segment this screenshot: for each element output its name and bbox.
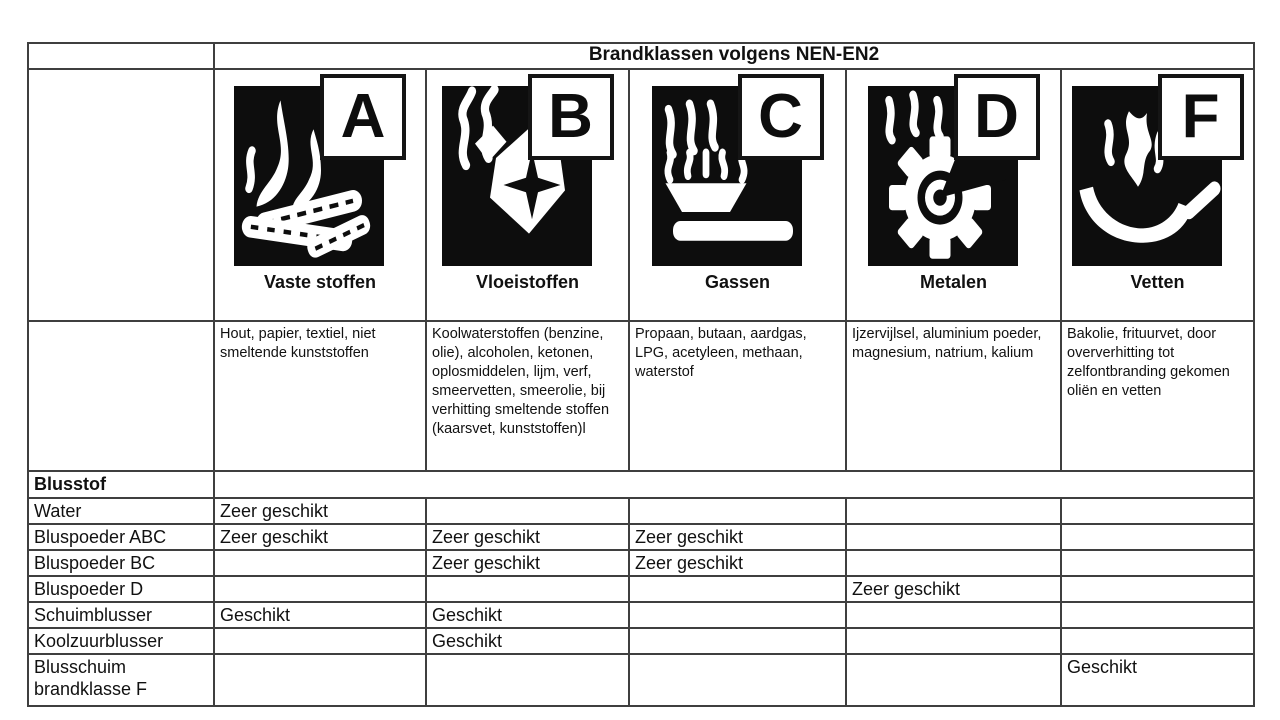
rating-cell: Zeer geschikt (846, 576, 1061, 602)
class-name-label: Vloeistoffen (475, 272, 579, 292)
agent-name: Water (28, 498, 214, 524)
class-c-description: Propaan, butaan, aardgas, LPG, acetyleen, methaan, waterstof (629, 321, 846, 471)
empty-cell (214, 471, 1254, 498)
pictogram-row (28, 69, 1254, 321)
rating-cell (1061, 498, 1254, 524)
section-header: Blusstof (28, 471, 214, 498)
class-letter: D (974, 82, 1019, 151)
class-letter: C (758, 82, 803, 151)
class-name-label: Vaste stoffen (263, 272, 377, 292)
rating-cell (1061, 576, 1254, 602)
rating-cell (1061, 602, 1254, 628)
class-letter-badge (320, 74, 406, 160)
agent-name: Blusschuim brandklasse F (28, 654, 214, 706)
fire-class-table (27, 42, 1255, 707)
class-d-cell (846, 69, 1061, 321)
class-name-label: Gassen (704, 272, 771, 292)
rating-cell (1061, 550, 1254, 576)
empty-cell (28, 321, 214, 471)
rating-cell (426, 654, 629, 706)
table-row (28, 524, 1254, 550)
rating-cell (629, 498, 846, 524)
class-c-pictogram (652, 74, 824, 266)
rating-cell (214, 576, 426, 602)
agent-name: Schuimblusser (28, 602, 214, 628)
class-d-description: Ijzervijlsel, aluminium poeder, magnesium, natrium, kalium (846, 321, 1061, 471)
rating-cell (629, 628, 846, 654)
table-row (28, 602, 1254, 628)
empty-corner-cell (28, 43, 214, 69)
class-a-pictogram (234, 74, 406, 266)
class-f-cell (1061, 69, 1254, 321)
class-b-pictogram (442, 74, 614, 266)
class-letter-badge (528, 74, 614, 160)
table-row (28, 550, 1254, 576)
rating-cell (629, 576, 846, 602)
class-f-description: Bakolie, frituurvet, door oververhitting tot zelfontbranding gekomen oliën en vetten (1061, 321, 1254, 471)
class-b-cell (426, 69, 629, 321)
class-name-label: Vetten (1130, 272, 1185, 292)
rating-cell (214, 550, 426, 576)
rating-cell: Zeer geschikt (426, 524, 629, 550)
agent-name: Bluspoeder ABC (28, 524, 214, 550)
rating-cell: Geschikt (214, 602, 426, 628)
section-header-row (28, 471, 1254, 498)
rating-cell (846, 498, 1061, 524)
class-letter: F (1181, 82, 1220, 151)
rating-cell (846, 550, 1061, 576)
rating-cell: Zeer geschikt (629, 524, 846, 550)
rating-cell: Geschikt (426, 628, 629, 654)
class-name-label: Metalen (919, 272, 988, 292)
rating-cell: Zeer geschikt (629, 550, 846, 576)
rating-cell (1061, 524, 1254, 550)
class-d-pictogram (868, 74, 1040, 266)
agent-name: Bluspoeder D (28, 576, 214, 602)
table-row (28, 498, 1254, 524)
rating-cell (629, 654, 846, 706)
rating-cell: Zeer geschikt (214, 524, 426, 550)
description-row (28, 321, 1254, 471)
table-row (28, 654, 1254, 706)
class-letter: B (548, 82, 593, 151)
class-f-pictogram (1072, 74, 1244, 266)
empty-cell (28, 69, 214, 321)
rating-cell: Zeer geschikt (426, 550, 629, 576)
class-letter-badge (738, 74, 824, 160)
table-title: Brandklassen volgens NEN-EN2 (214, 43, 1254, 69)
rating-cell (1061, 628, 1254, 654)
class-letter: A (340, 82, 386, 151)
table-row (28, 576, 1254, 602)
class-letter-badge (1158, 74, 1244, 160)
class-a-description: Hout, papier, textiel, niet smeltende kunststoffen (214, 321, 426, 471)
rating-cell (846, 654, 1061, 706)
title-row (28, 43, 1254, 69)
rating-cell: Geschikt (1061, 654, 1254, 706)
rating-cell: Zeer geschikt (214, 498, 426, 524)
agent-name: Koolzuurblusser (28, 628, 214, 654)
rating-cell (846, 602, 1061, 628)
rating-cell (846, 524, 1061, 550)
rating-cell (214, 654, 426, 706)
rating-cell (426, 576, 629, 602)
table-row (28, 628, 1254, 654)
class-letter-badge (954, 74, 1040, 160)
rating-cell (426, 498, 629, 524)
rating-cell (214, 628, 426, 654)
class-c-cell (629, 69, 846, 321)
rating-cell (629, 602, 846, 628)
class-b-description: Koolwaterstoffen (benzine, olie), alcoholen, ketonen, oplosmiddelen, lijm, verf, smeervetten, smeerolie, bij verhitting smeltende stoffen (kaarsvet, kunststoffen)l (426, 321, 629, 471)
rating-cell: Geschikt (426, 602, 629, 628)
class-a-cell (214, 69, 426, 321)
agent-name: Bluspoeder BC (28, 550, 214, 576)
rating-cell (846, 628, 1061, 654)
